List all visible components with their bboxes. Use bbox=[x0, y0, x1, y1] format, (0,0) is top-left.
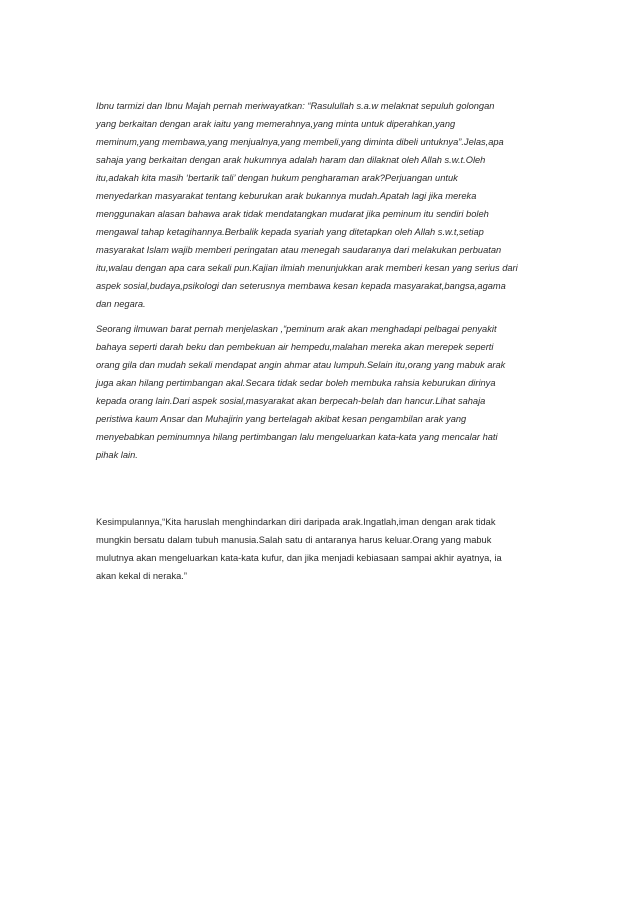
paragraph-conclusion: Kesimpulannya,“Kita haruslah menghindarkan diri daripada arak.Ingatlah,iman dengan arak tidak mungkin bersatu dalam tubuh manusia.Salah satu di antaranya harus keluar.Orang yang mabuk mulutnya akan mengeluarkan kata-kata kufur, dan jika menjadi kebiasaan sampai akhir ayatnya, ia akan kekal di neraka.” bbox=[96, 517, 502, 581]
paragraph-hadith: Ibnu tarmizi dan Ibnu Majah pernah meriwayatkan: “Rasulullah s.a.w melaknat sepuluh golongan yang berkaitan dengan arak iaitu yang memerahnya,yang minta untuk diperahkan,yang meminum,yang membawa,yang menjualnya,yang membeli,yang diminta dibeli untuknya”.Jelas,apa sahaja yang berkaitan dengan arak hukumnya adalah haram dan dilaknat oleh Allah s.w.t.Oleh itu,adakah kita masih ‘bertarik tali’ dengan hukum pengharaman arak?Perjuangan untuk menyedarkan masyarakat tentang keburukan arak bukannya mudah.Apatah lagi jika mereka menggunakan alasan bahawa arak tidak mendatangkan mudarat jika peminum itu sendiri boleh mengawal tahap ketagihannya.Berbalik kepada syariah yang ditetapkan oleh Allah s.w.t,setiap masyarakat Islam wajib memberi peringatan atau menegah saudaranya dari melakukan perbuatan itu,walau dengan apa cara sekali pun.Kajian ilmiah menunjukkan arak memberi kesan yang serius dari aspek sosial,budaya,psikologi dan seterusnya membawa kesan kepada masyarakat,bangsa,agama dan negara. bbox=[96, 101, 518, 309]
paragraph-scholar: Seorang ilmuwan barat pernah menjelaskan ,“peminum arak akan menghadapi pelbagai penyakit bahaya seperti darah beku dan pembekuan air hempedu,malahan mereka akan merepek seperti orang gila dan mudah sekali mendapat angin ahmar atau lumpuh.Selain itu,orang yang mabuk arak juga akan hilang pertimbangan akal.Secara tidak sedar boleh membuka rahsia keburukan dirinya kepada orang lain.Dari aspek sosial,masyarakat akan berpecah-belah dan hancur.Lihat sahaja peristiwa kaum Ansar dan Muhajirin yang bertelagah akibat kesan pengambilan arak yang menyebabkan peminumnya hilang pertimbangan lalu mengeluarkan kata-kata yang mencalar hati pihak lain. bbox=[96, 324, 506, 460]
